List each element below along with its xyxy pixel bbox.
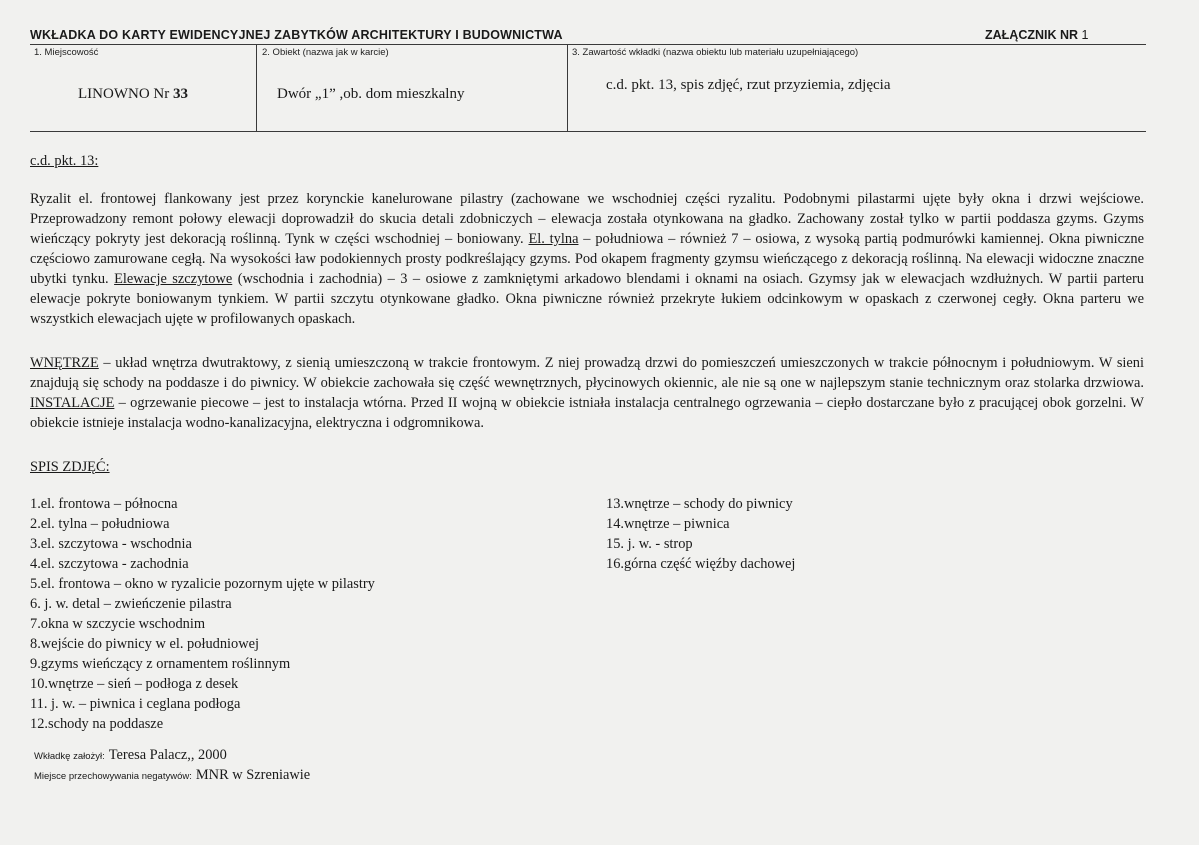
photo-item: 3.el. szczytowa - wschodnia [30, 536, 192, 552]
object-label: 2. Obiekt (nazwa jak w karcie) [262, 47, 389, 58]
document-title: WKŁADKA DO KARTY EWIDENCYJNEJ ZABYTKÓW ARCHITEKTURY I BUDOWNICTWA [30, 28, 563, 42]
photo-item: 15. j. w. - strop [606, 536, 693, 552]
annex-label-text: ZAŁĄCZNIK NR [985, 28, 1079, 42]
annex-number: 1 [1081, 28, 1089, 42]
field-divider-1 [256, 44, 257, 132]
storage-label: Miejsce przechowywania negatywów: [34, 771, 192, 782]
locality-value [78, 86, 188, 103]
content-value: c.d. pkt. 13, spis zdjęć, rzut przyziemia, zdjęcia [606, 77, 891, 93]
author-label: Wkładkę założył: [34, 751, 105, 762]
author-line [34, 746, 227, 764]
photo-item: 7.okna w szczycie wschodnim [30, 616, 206, 632]
photo-item: 9.gzyms wieńczący z ornamentem roślinnym [30, 656, 291, 672]
installations-label: INSTALACJE [30, 395, 115, 411]
header-rule [30, 44, 1146, 45]
elevations-text-c: (wschodnia i zachodnia) – 3 – osiowe z zamkniętymi arkadowo blendami i oknami na osiach. Gzymsy jak w elewacjach wzdłużnych. W partii parteru elewacje pokryte boniowanym tynkiem. W partii szczytu otynkowane gładko. Okna piwniczne również przekryte łukiem odcinkowym w opaskach z czerwonej cegły. Okna parteru we wszystkich elewacjach ujęte w profilowanych opaskach. [30, 271, 1144, 327]
elevations-text-b: – południowa – również 7 – osiowa, z wysoką partią podmurówki kamiennej. Okna piwniczne częściowo zamurowane cegłą. Na wysokości ław podokiennych prosty podkreślający gzyms. Pod okapem fragmenty gzymsu wieńczącego z dekoracją roślinną. Na elewacji widoczne znaczne ubytki tynku. [30, 231, 1144, 287]
storage-value: MNR w Szreniawie [195, 767, 311, 783]
object-value: Dwór „1” ,ob. dom mieszkalny [277, 86, 465, 102]
photo-item: 5.el. frontowa – okno w ryzalicie pozornym ujęte w pilastry [30, 576, 375, 592]
author-value: Teresa Palacz,, 2000 [108, 747, 227, 763]
fields-bottom-rule [30, 131, 1146, 132]
photo-item: 4.el. szczytowa - zachodnia [30, 556, 189, 572]
rear-elevation-label: El. tylna [528, 231, 579, 247]
cd-heading: c.d. pkt. 13: [30, 153, 99, 169]
photo-item: 12.schody na poddasze [30, 716, 164, 732]
locality-number: 33 [172, 86, 188, 102]
interior-text-a: – układ wnętrza dwutraktowy, z sienią umieszczoną w trakcie frontowym. Z niej prowadzą drzwi do pomieszczeń umieszczonych w trakcie północnym i południowym. W sieni znajdują się schody na poddasze i do piwnicy. W obiekcie zachowała się część wewnętrznych, płycinowych okiennic, ale nie są one w najlepszym stanie technicznym oraz stolarka drzwiowa. [30, 355, 1144, 391]
photo-item: 8.wejście do piwnicy w el. południowej [30, 636, 260, 652]
photo-item: 11. j. w. – piwnica i ceglana podłoga [30, 696, 241, 712]
interior-label: WNĘTRZE [30, 355, 99, 371]
photos-heading: SPIS ZDJĘĆ: [30, 459, 110, 475]
photo-item: 1.el. frontowa – północna [30, 496, 178, 512]
interior-paragraph [30, 353, 1144, 433]
storage-line [34, 766, 310, 784]
gable-elevations-label: Elewacje szczytowe [114, 271, 233, 287]
interior-text-b: – ogrzewanie piecowe – jest to instalacja wtórna. Przed II wojną w obiekcie istniała instalacja centralnego ogrzewania – ciepło dostarczane było z pracującej obok gorzelni. W obiekcie istnieje instalacja wodno-kanalizacyjna, elektryczna i odgromnikowa. [30, 395, 1144, 431]
annex-label [985, 28, 1088, 42]
photo-list-right [606, 494, 795, 574]
photo-item: 2.el. tylna – południowa [30, 516, 170, 532]
photo-item: 6. j. w. detal – zwieńczenie pilastra [30, 596, 232, 612]
photo-item: 14.wnętrze – piwnica [606, 516, 730, 532]
locality-name: LINOWNO Nr [78, 86, 170, 102]
locality-label: 1. Miejscowość [34, 47, 99, 58]
elevations-text-a: Ryzalit el. frontowej flankowany jest przez korynckie kanelurowane pilastry (zachowane we wschodniej części ryzalitu. Podobnymi pilastarmi ujęte były okna i drzwi wejściowe. Przeprowadzony remont połowy elewacji doprowadził do skucia detali zdobniczych – elewacja została otynkowana na gładko. Zachowany został tylko w partii poddasza gzyms. Gzyms wieńczący pokryty jest dekoracją roślinną. Tynk w części wschodniej – boniowany. [30, 191, 1144, 247]
field-divider-2 [567, 44, 568, 132]
elevations-paragraph [30, 189, 1144, 329]
photo-item: 13.wnętrze – schody do piwnicy [606, 496, 793, 512]
photo-item: 16.górna część więźby dachowej [606, 556, 796, 572]
photo-list-left [30, 494, 375, 734]
photo-item: 10.wnętrze – sień – podłoga z desek [30, 676, 239, 692]
content-label: 3. Zawartość wkładki (nazwa obiektu lub materiału uzupełniającego) [572, 47, 859, 58]
